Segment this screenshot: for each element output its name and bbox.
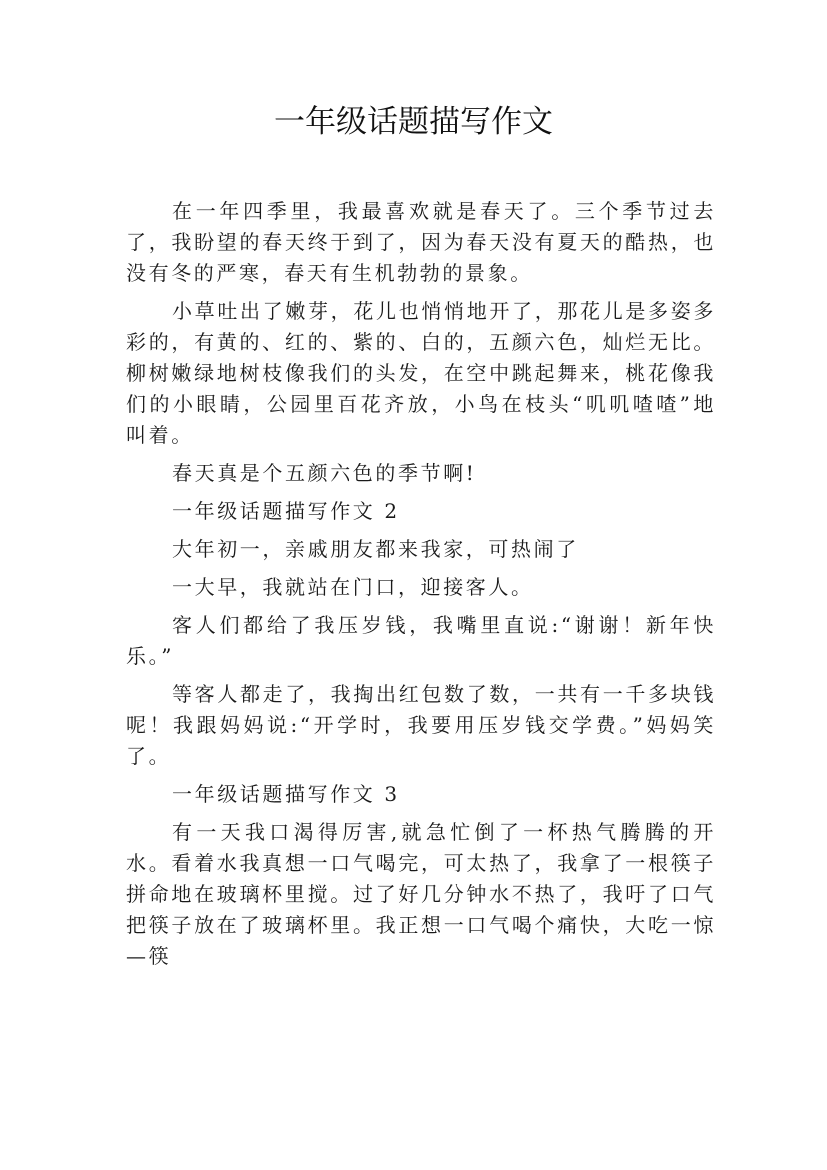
paragraph: 客人们都给了我压岁钱，我嘴里直说:“谢谢！新年快乐。” [126, 613, 716, 668]
paragraph: 春天真是个五颜六色的季节啊! [172, 461, 477, 485]
section-heading: 一年级话题描写作文 2 [172, 499, 400, 523]
paragraph: 等客人都走了，我掏出红包数了数，一共有一千多块钱呢！我跟妈妈说:“开学时，我要用压岁钱交学费。”妈妈笑了。 [126, 682, 716, 768]
page-title: 一年级话题描写作文 [274, 104, 553, 140]
paragraph: 小草吐出了嫩芽，花儿也悄悄地开了，那花儿是多姿多彩的，有黄的、红的、紫的、白的，五颜六色，灿烂无比。柳树嫩绿地树枝像我们的头发，在空中跳起舞来，桃花像我们的小眼睛，公园里百花齐放，小鸟在枝头“叽叽喳喳”地叫着。 [126, 299, 716, 447]
paragraph: 大年初一，亲戚朋友都来我家，可热闹了 [172, 537, 579, 561]
paragraph: 一大早，我就站在门口，迎接客人。 [172, 575, 534, 599]
section-heading: 一年级话题描写作文 3 [172, 782, 400, 806]
paragraph: 有一天我口渴得厉害,就急忙倒了一杯热气腾腾的开水。看着水我真想一口气喝完，可太热了，我拿了一根筷子拼命地在玻璃杯里搅。过了好几分钟水不热了，我吁了口气把筷子放在了玻璃杯里。我正想一口气喝个痛快，大吃一惊—筷 [126, 820, 716, 968]
paragraph: 在一年四季里，我最喜欢就是春天了。三个季节过去了，我盼望的春天终于到了，因为春天没有夏天的酷热，也没有冬的严寒，春天有生机勃勃的景象。 [126, 199, 716, 285]
document-body [126, 196, 716, 979]
